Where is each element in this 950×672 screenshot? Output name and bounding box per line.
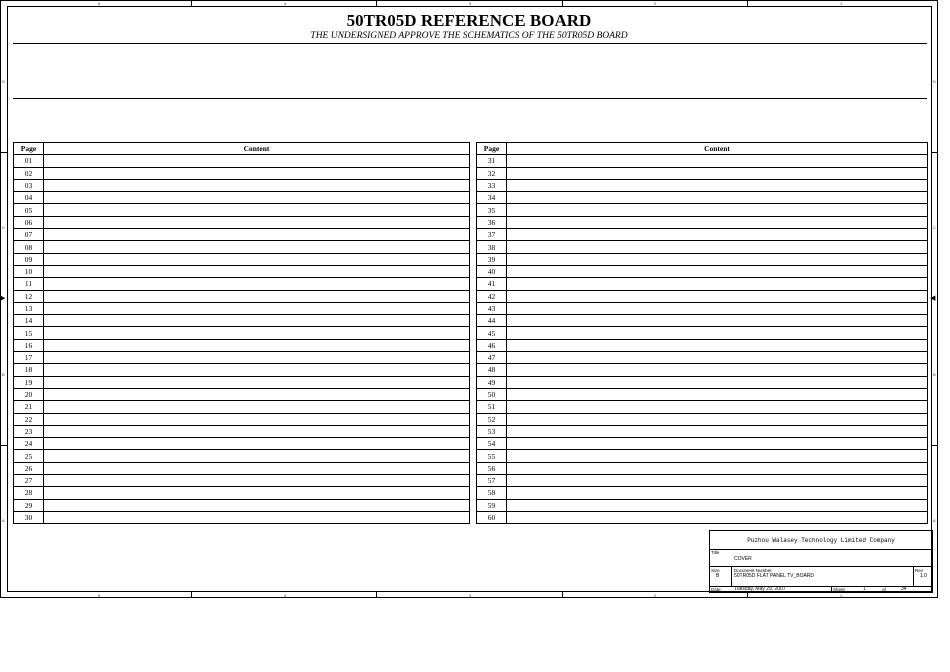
content-cell [507,315,928,327]
content-cell [507,216,928,228]
content-cell [44,265,470,277]
table-row [14,475,470,487]
content-cell [507,327,928,339]
zone-tick [931,445,938,446]
table-row [477,376,928,388]
page-number-cell: 53 [477,425,507,437]
table-row [477,315,928,327]
table-row [14,364,470,376]
table-row [14,253,470,265]
zone-tick [376,592,377,598]
page-number-cell: 09 [14,253,44,265]
page-number-cell: 05 [14,204,44,216]
table-row [477,413,928,425]
size-value: B [716,573,720,579]
page-number-cell: 57 [477,475,507,487]
zone-label-left: C [2,225,5,230]
content-cell [507,376,928,388]
table-row [14,278,470,290]
page-number-cell: 34 [477,192,507,204]
table-row [477,475,928,487]
content-cell [507,278,928,290]
table-row [477,253,928,265]
table-row [14,179,470,191]
content-cell [44,192,470,204]
title-block [709,530,933,593]
table-row [14,229,470,241]
table-row [14,388,470,400]
zone-label-right: B [933,372,936,377]
table-row [14,167,470,179]
table-row [477,192,928,204]
page-number-cell: 40 [477,265,507,277]
page-number-cell: 41 [477,278,507,290]
page-number-cell: 52 [477,413,507,425]
page-number-cell: 35 [477,204,507,216]
zone-label-bottom: 2 [654,593,657,598]
content-cell [44,302,470,314]
table-header-row [14,143,470,155]
content-cell [44,253,470,265]
table-row [477,327,928,339]
table-row [477,364,928,376]
divider [731,566,732,586]
page-number-cell: 55 [477,450,507,462]
content-cell [44,352,470,364]
page-number-cell: 19 [14,376,44,388]
page-number-cell: 08 [14,241,44,253]
table-row [477,511,928,523]
table-row [477,216,928,228]
page-number-cell: 07 [14,229,44,241]
zone-label-left: D [2,79,5,84]
page-number-cell: 59 [477,499,507,511]
table-row [477,388,928,400]
content-cell [507,229,928,241]
content-cell [507,167,928,179]
page-number-cell: 33 [477,179,507,191]
divider [13,43,927,44]
content-cell [507,192,928,204]
page-number-cell: 13 [14,302,44,314]
page-number-cell: 10 [14,265,44,277]
table-row [14,462,470,474]
size-label: Size [711,568,720,573]
zone-tick [747,0,748,6]
content-cell [44,487,470,499]
content-cell [507,241,928,253]
page-number-cell: 36 [477,216,507,228]
content-cell [44,204,470,216]
content-cell [44,364,470,376]
page-number-cell: 50 [477,388,507,400]
column-header-page: Page [477,143,507,155]
table-row [477,278,928,290]
table-row [14,155,470,167]
content-cell [44,475,470,487]
page-number-cell: 29 [14,499,44,511]
column-header-content: Content [507,143,928,155]
page-subtitle: THE UNDERSIGNED APPROVE THE SCHEMATICS OF THE 50TR05D BOARD [310,31,628,41]
page-number-cell: 58 [477,487,507,499]
table-row [14,376,470,388]
content-cell [44,278,470,290]
table-row [477,401,928,413]
content-cell [44,511,470,523]
zone-label-bottom: 1 [840,593,843,598]
table-row [14,352,470,364]
center-arrow-right-icon: ◀ [930,294,936,302]
page-number-cell: 39 [477,253,507,265]
table-row [14,192,470,204]
table-row [14,327,470,339]
content-cell [507,462,928,474]
content-cell [507,499,928,511]
table-row [477,155,928,167]
title-label: Title [711,550,720,555]
page-number-cell: 03 [14,179,44,191]
page-number-cell: 43 [477,302,507,314]
content-cell [507,388,928,400]
sheet-label: Sheet [833,587,845,592]
page-number-cell: 11 [14,278,44,290]
page-number-cell: 26 [14,462,44,474]
page-number-cell: 60 [477,511,507,523]
content-cell [44,167,470,179]
table-row [14,302,470,314]
table-row [14,401,470,413]
content-cell [44,339,470,351]
table-row [477,179,928,191]
page-number-cell: 01 [14,155,44,167]
content-cell [44,229,470,241]
page-title: 50TR05D REFERENCE BOARD [346,11,592,30]
content-cell [507,179,928,191]
sheet-value: 1 [863,586,866,592]
content-cell [507,413,928,425]
page-number-cell: 17 [14,352,44,364]
content-cell [44,462,470,474]
zone-tick [191,0,192,6]
page-number-cell: 51 [477,401,507,413]
zone-label-bottom: 5 [98,593,101,598]
table-row [477,265,928,277]
zone-label-top: 4 [284,1,287,6]
content-cell [44,241,470,253]
content-cell [44,388,470,400]
content-cell [44,315,470,327]
page-number-cell: 25 [14,450,44,462]
content-cell [507,339,928,351]
page-number-cell: 02 [14,167,44,179]
content-cell [507,401,928,413]
content-cell [44,499,470,511]
zone-label-right: D [933,79,936,84]
content-cell [44,413,470,425]
page-number-cell: 46 [477,339,507,351]
table-row [477,450,928,462]
content-cell [44,450,470,462]
zone-tick [562,592,563,598]
divider [710,549,932,550]
date-label: Date: [711,587,722,592]
zone-tick [931,152,938,153]
zone-label-top: 2 [654,1,657,6]
page-number-cell: 14 [14,315,44,327]
column-header-content: Content [44,143,470,155]
table-row [14,511,470,523]
zone-label-top: 5 [98,1,101,6]
page-number-cell: 54 [477,438,507,450]
content-cell [507,302,928,314]
content-cell [44,425,470,437]
table-row [477,438,928,450]
page-number-cell: 48 [477,364,507,376]
zone-label-right: C [933,225,936,230]
table-row [14,204,470,216]
content-cell [44,179,470,191]
page-number-cell: 37 [477,229,507,241]
page-number-cell: 04 [14,192,44,204]
zone-tick [0,152,7,153]
page-number-cell: 18 [14,364,44,376]
zone-label-top: 3 [469,1,472,6]
page-number-cell: 22 [14,413,44,425]
page-index-table-left [13,142,470,524]
content-cell [507,438,928,450]
sheet-total-value: 34 [901,586,907,592]
page-number-cell: 21 [14,401,44,413]
table-row [14,499,470,511]
document-number-label: Document Number [734,568,772,573]
table-row [477,462,928,474]
content-cell [507,253,928,265]
table-row [477,302,928,314]
table-row [477,499,928,511]
page-number-cell: 49 [477,376,507,388]
zone-label-top: 1 [840,1,843,6]
content-cell [44,216,470,228]
zone-tick [191,592,192,598]
content-cell [44,438,470,450]
content-cell [507,487,928,499]
table-row [14,315,470,327]
content-cell [507,364,928,376]
table-row [14,425,470,437]
content-cell [44,290,470,302]
content-cell [44,376,470,388]
page-number-cell: 28 [14,487,44,499]
page-number-cell: 47 [477,352,507,364]
zone-label-bottom: 3 [469,593,472,598]
document-number-value: 50TR05D FLAT PANEL TV_BOARD [734,573,815,579]
page-number-cell: 38 [477,241,507,253]
content-cell [44,155,470,167]
content-cell [507,450,928,462]
zone-tick [376,0,377,6]
column-header-page: Page [14,143,44,155]
content-cell [44,327,470,339]
of-label: of [882,587,886,592]
content-cell [507,425,928,437]
table-row [14,216,470,228]
zone-label-bottom: 4 [284,593,287,598]
rev-value: 1.0 [920,573,927,579]
page-number-cell: 06 [14,216,44,228]
page-number-cell: 44 [477,315,507,327]
page-number-cell: 32 [477,167,507,179]
page-number-cell: 24 [14,438,44,450]
table-row [14,450,470,462]
page-number-cell: 23 [14,425,44,437]
table-header-row [477,143,928,155]
content-cell [507,511,928,523]
content-cell [507,290,928,302]
page-number-cell: 45 [477,327,507,339]
page-number-cell: 56 [477,462,507,474]
content-cell [507,352,928,364]
table-row [477,290,928,302]
table-row [477,425,928,437]
content-cell [507,475,928,487]
company-name: Puzhou Walasey Technology Limited Company [747,537,895,544]
table-row [14,290,470,302]
divider [831,586,832,593]
divider [710,566,932,567]
page-number-cell: 16 [14,339,44,351]
table-row [477,339,928,351]
page-number-cell: 42 [477,290,507,302]
table-row [14,265,470,277]
page-index-table-right [476,142,928,524]
page-number-cell: 31 [477,155,507,167]
date-value: Tuesday, May 29, 2007 [734,586,786,592]
content-cell [507,204,928,216]
content-cell [507,155,928,167]
table-row [14,413,470,425]
zone-tick [0,445,7,446]
table-row [14,241,470,253]
zone-label-right: A [933,518,936,523]
content-cell [44,401,470,413]
page-number-cell: 20 [14,388,44,400]
zone-tick [562,0,563,6]
content-cell [507,265,928,277]
page-number-cell: 27 [14,475,44,487]
table-row [14,438,470,450]
title-value: COVER [734,556,752,562]
rev-label: Rev [915,568,924,573]
table-row [477,241,928,253]
center-arrow-left-icon: ▶ [0,294,6,302]
table-row [477,487,928,499]
table-row [14,487,470,499]
table-row [14,339,470,351]
page-number-cell: 30 [14,511,44,523]
table-row [477,204,928,216]
table-row [477,167,928,179]
table-row [477,229,928,241]
page-number-cell: 15 [14,327,44,339]
zone-label-left: B [2,372,5,377]
divider [13,98,927,99]
divider [913,566,914,586]
zone-label-left: A [2,518,5,523]
page-number-cell: 12 [14,290,44,302]
table-row [477,352,928,364]
